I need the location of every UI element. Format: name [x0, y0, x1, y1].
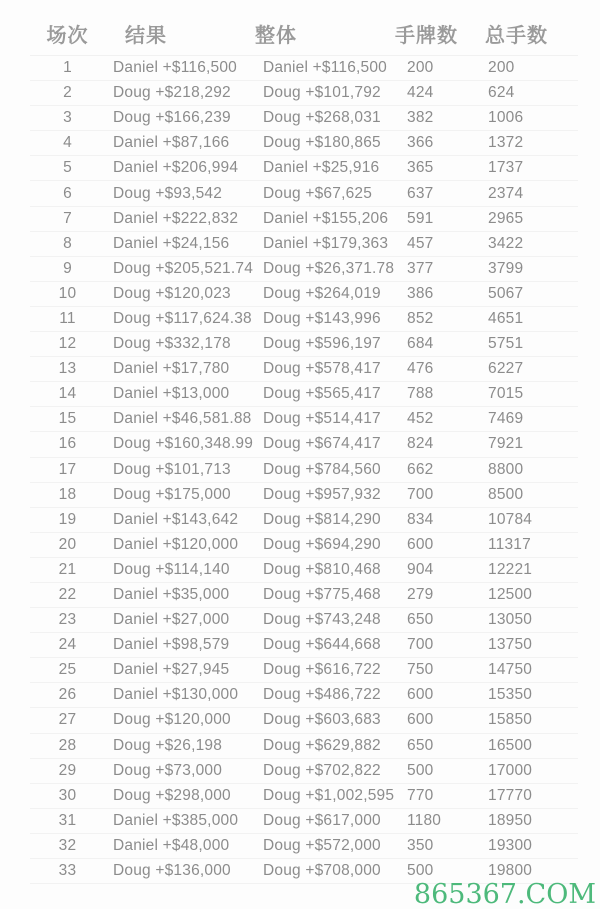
result-cell: Doug +$298,000	[113, 786, 231, 804]
table-row	[30, 633, 578, 658]
session-cell: 5	[63, 159, 72, 177]
table-row	[30, 809, 578, 834]
hands-cell: 377	[407, 259, 434, 277]
table-header-row	[30, 12, 578, 56]
session-cell: 33	[58, 862, 77, 880]
result-cell: Daniel +$24,156	[113, 234, 230, 252]
hands-cell: 350	[407, 836, 434, 854]
overall-cell: Doug +$702,822	[263, 761, 381, 779]
hands-cell: 662	[407, 460, 434, 478]
total-hands-cell: 10784	[488, 510, 533, 528]
session-cell: 14	[58, 385, 77, 403]
session-cell: 27	[58, 711, 77, 729]
overall-cell: Doug +$708,000	[263, 862, 381, 880]
table-row	[30, 181, 578, 206]
session-cell: 22	[58, 586, 77, 604]
overall-cell: Daniel +$116,500	[263, 59, 387, 77]
overall-cell: Doug +$674,417	[263, 435, 381, 453]
table-row	[30, 357, 578, 382]
result-cell: Daniel +$35,000	[113, 586, 230, 604]
table-row	[30, 734, 578, 759]
total-hands-cell: 6227	[488, 360, 524, 378]
total-hands-cell: 3422	[488, 234, 524, 252]
table-row	[30, 407, 578, 432]
table-row	[30, 834, 578, 859]
session-cell: 23	[58, 611, 77, 629]
hands-cell: 500	[407, 761, 434, 779]
overall-cell: Doug +$67,625	[263, 184, 373, 202]
hands-cell: 457	[407, 234, 434, 252]
session-cell: 3	[63, 109, 72, 127]
watermark-text: 865367.COM	[413, 879, 596, 909]
result-cell: Doug +$120,000	[113, 711, 231, 729]
hands-cell: 834	[407, 510, 434, 528]
result-cell: Daniel +$87,166	[113, 134, 230, 152]
session-cell: 15	[58, 410, 77, 428]
hands-cell: 904	[407, 560, 434, 578]
session-cell: 10	[58, 284, 77, 302]
overall-cell: Daniel +$155,206	[263, 209, 389, 227]
result-cell: Doug +$114,140	[113, 560, 230, 578]
total-hands-cell: 14750	[488, 661, 533, 679]
overall-cell: Doug +$775,468	[263, 586, 381, 604]
header-hands: 手牌数	[395, 25, 458, 47]
hands-cell: 600	[407, 535, 434, 553]
total-hands-cell: 8800	[488, 460, 524, 478]
table-row	[30, 257, 578, 282]
hands-cell: 366	[407, 134, 434, 152]
session-cell: 11	[59, 309, 76, 327]
total-hands-cell: 7921	[488, 435, 524, 453]
session-cell: 26	[58, 686, 77, 704]
header-session: 场次	[46, 25, 89, 47]
table-row	[30, 558, 578, 583]
hands-cell: 279	[407, 586, 434, 604]
result-cell: Doug +$160,348.99	[113, 435, 254, 453]
total-hands-cell: 18950	[488, 811, 533, 829]
result-cell: Daniel +$17,780	[113, 360, 230, 378]
result-cell: Daniel +$206,994	[113, 159, 239, 177]
result-cell: Doug +$101,713	[113, 460, 231, 478]
overall-cell: Doug +$486,722	[263, 686, 381, 704]
hands-cell: 591	[407, 209, 434, 227]
total-hands-cell: 4651	[488, 309, 524, 327]
overall-cell: Doug +$596,197	[263, 335, 381, 353]
overall-cell: Doug +$694,290	[263, 535, 381, 553]
hands-cell: 770	[407, 786, 434, 804]
overall-cell: Doug +$784,560	[263, 460, 381, 478]
total-hands-cell: 2965	[488, 209, 524, 227]
result-cell: Daniel +$130,000	[113, 686, 239, 704]
total-hands-cell: 12221	[488, 560, 533, 578]
hands-cell: 500	[407, 862, 434, 880]
overall-cell: Doug +$572,000	[263, 836, 381, 854]
hands-cell: 650	[407, 736, 434, 754]
result-cell: Daniel +$116,500	[113, 59, 237, 77]
hands-cell: 700	[407, 636, 434, 654]
header-total-hands: 总手数	[485, 25, 548, 47]
header-result: 结果	[125, 25, 167, 47]
hands-cell: 452	[407, 410, 434, 428]
total-hands-cell: 624	[488, 84, 515, 102]
total-hands-cell: 13050	[488, 611, 533, 629]
hands-cell: 684	[407, 335, 434, 353]
overall-cell: Doug +$514,417	[263, 410, 381, 428]
total-hands-cell: 5751	[488, 335, 524, 353]
table-row	[30, 608, 578, 633]
overall-cell: Doug +$617,000	[263, 811, 381, 829]
result-cell: Doug +$136,000	[113, 862, 231, 880]
total-hands-cell: 200	[488, 59, 515, 77]
hands-cell: 788	[407, 385, 434, 403]
hands-cell: 365	[407, 159, 434, 177]
overall-cell: Doug +$268,031	[263, 109, 381, 127]
result-cell: Doug +$26,198	[113, 736, 223, 754]
header-overall: 整体	[255, 25, 297, 47]
table-row	[30, 583, 578, 608]
table-row	[30, 156, 578, 181]
session-cell: 17	[58, 460, 77, 478]
session-cell: 6	[63, 184, 72, 202]
table-row	[30, 207, 578, 232]
result-cell: Daniel +$120,000	[113, 535, 239, 553]
total-hands-cell: 17770	[488, 786, 533, 804]
total-hands-cell: 12500	[488, 586, 533, 604]
session-cell: 8	[63, 234, 72, 252]
session-cell: 4	[63, 134, 72, 152]
result-cell: Daniel +$98,579	[113, 636, 230, 654]
hands-cell: 824	[407, 435, 434, 453]
result-cell: Doug +$166,239	[113, 109, 231, 127]
overall-cell: Doug +$957,932	[263, 485, 381, 503]
result-cell: Daniel +$143,642	[113, 510, 239, 528]
session-cell: 12	[58, 335, 77, 353]
table-row	[30, 658, 578, 683]
result-cell: Daniel +$385,000	[113, 811, 239, 829]
result-cell: Doug +$205,521.74	[113, 259, 254, 277]
overall-cell: Doug +$814,290	[263, 510, 381, 528]
total-hands-cell: 1737	[488, 159, 524, 177]
overall-cell: Doug +$644,668	[263, 636, 381, 654]
table-row	[30, 508, 578, 533]
overall-cell: Daniel +$25,916	[263, 159, 380, 177]
session-cell: 30	[58, 786, 77, 804]
result-cell: Daniel +$27,000	[113, 611, 230, 629]
total-hands-cell: 16500	[488, 736, 533, 754]
session-cell: 21	[58, 560, 77, 578]
total-hands-cell: 11317	[488, 535, 531, 553]
table-row	[30, 282, 578, 307]
table-row	[30, 131, 578, 156]
table-row	[30, 106, 578, 131]
total-hands-cell: 5067	[488, 284, 524, 302]
total-hands-cell: 2374	[488, 184, 524, 202]
session-cell: 16	[58, 435, 77, 453]
overall-cell: Doug +$810,468	[263, 560, 381, 578]
result-cell: Doug +$93,542	[113, 184, 223, 202]
table-row	[30, 432, 578, 457]
total-hands-cell: 7015	[488, 385, 524, 403]
table-rows	[30, 56, 600, 884]
table-row	[30, 56, 578, 81]
overall-cell: Doug +$101,792	[263, 84, 381, 102]
result-cell: Daniel +$222,832	[113, 209, 239, 227]
result-cell: Doug +$73,000	[113, 761, 223, 779]
hands-cell: 700	[407, 485, 434, 503]
table-row	[30, 307, 578, 332]
total-hands-cell: 8500	[488, 485, 524, 503]
overall-cell: Doug +$143,996	[263, 309, 381, 327]
total-hands-cell: 3799	[488, 259, 524, 277]
table-row	[30, 533, 578, 558]
result-cell: Doug +$175,000	[113, 485, 231, 503]
total-hands-cell: 13750	[488, 636, 533, 654]
total-hands-cell: 19300	[488, 836, 533, 854]
session-cell: 24	[58, 636, 77, 654]
hands-cell: 852	[407, 309, 434, 327]
hands-cell: 750	[407, 661, 434, 679]
overall-cell: Doug +$603,683	[263, 711, 381, 729]
table-row	[30, 784, 578, 809]
total-hands-cell: 15850	[488, 711, 533, 729]
result-cell: Doug +$332,178	[113, 335, 231, 353]
total-hands-cell: 7469	[488, 410, 524, 428]
session-cell: 7	[63, 209, 72, 227]
table-row	[30, 759, 578, 784]
total-hands-cell: 17000	[488, 761, 533, 779]
session-cell: 13	[58, 360, 77, 378]
hands-cell: 600	[407, 686, 434, 704]
hands-cell: 200	[407, 59, 434, 77]
hands-cell: 476	[407, 360, 434, 378]
session-cell: 2	[63, 84, 72, 102]
session-cell: 29	[58, 761, 77, 779]
overall-cell: Doug +$1,002,595	[263, 786, 395, 804]
hands-cell: 600	[407, 711, 434, 729]
hands-cell: 424	[407, 84, 434, 102]
result-cell: Doug +$120,023	[113, 284, 231, 302]
result-cell: Daniel +$48,000	[113, 836, 230, 854]
table-row	[30, 232, 578, 257]
result-cell: Doug +$117,624.38	[113, 309, 252, 327]
total-hands-cell: 1372	[488, 134, 524, 152]
overall-cell: Doug +$578,417	[263, 360, 381, 378]
table-row	[30, 458, 578, 483]
session-cell: 9	[63, 259, 72, 277]
overall-cell: Doug +$565,417	[263, 385, 381, 403]
overall-cell: Doug +$616,722	[263, 661, 381, 679]
session-cell: 31	[58, 811, 77, 829]
table-row	[30, 683, 578, 708]
result-cell: Doug +$218,292	[113, 84, 231, 102]
session-cell: 1	[63, 59, 72, 77]
table-row	[30, 708, 578, 733]
result-cell: Daniel +$46,581.88	[113, 410, 252, 428]
hands-cell: 382	[407, 109, 434, 127]
hands-cell: 386	[407, 284, 434, 302]
table-row	[30, 81, 578, 106]
session-cell: 25	[58, 661, 77, 679]
hands-cell: 650	[407, 611, 434, 629]
overall-cell: Doug +$264,019	[263, 284, 381, 302]
result-cell: Daniel +$27,945	[113, 661, 230, 679]
overall-cell: Doug +$26,371.78	[263, 259, 395, 277]
total-hands-cell: 19800	[488, 862, 533, 880]
session-cell: 19	[58, 510, 77, 528]
overall-cell: Doug +$743,248	[263, 611, 381, 629]
overall-cell: Doug +$180,865	[263, 134, 381, 152]
session-cell: 32	[58, 836, 77, 854]
table-row	[30, 483, 578, 508]
session-cell: 18	[58, 485, 77, 503]
table-row	[30, 382, 578, 407]
table-row	[30, 332, 578, 357]
hands-cell: 1180	[407, 811, 442, 829]
hands-cell: 637	[407, 184, 434, 202]
overall-cell: Daniel +$179,363	[263, 234, 389, 252]
session-cell: 28	[58, 736, 77, 754]
result-cell: Daniel +$13,000	[113, 385, 230, 403]
session-cell: 20	[58, 535, 77, 553]
total-hands-cell: 15350	[488, 686, 533, 704]
total-hands-cell: 1006	[488, 109, 524, 127]
overall-cell: Doug +$629,882	[263, 736, 381, 754]
